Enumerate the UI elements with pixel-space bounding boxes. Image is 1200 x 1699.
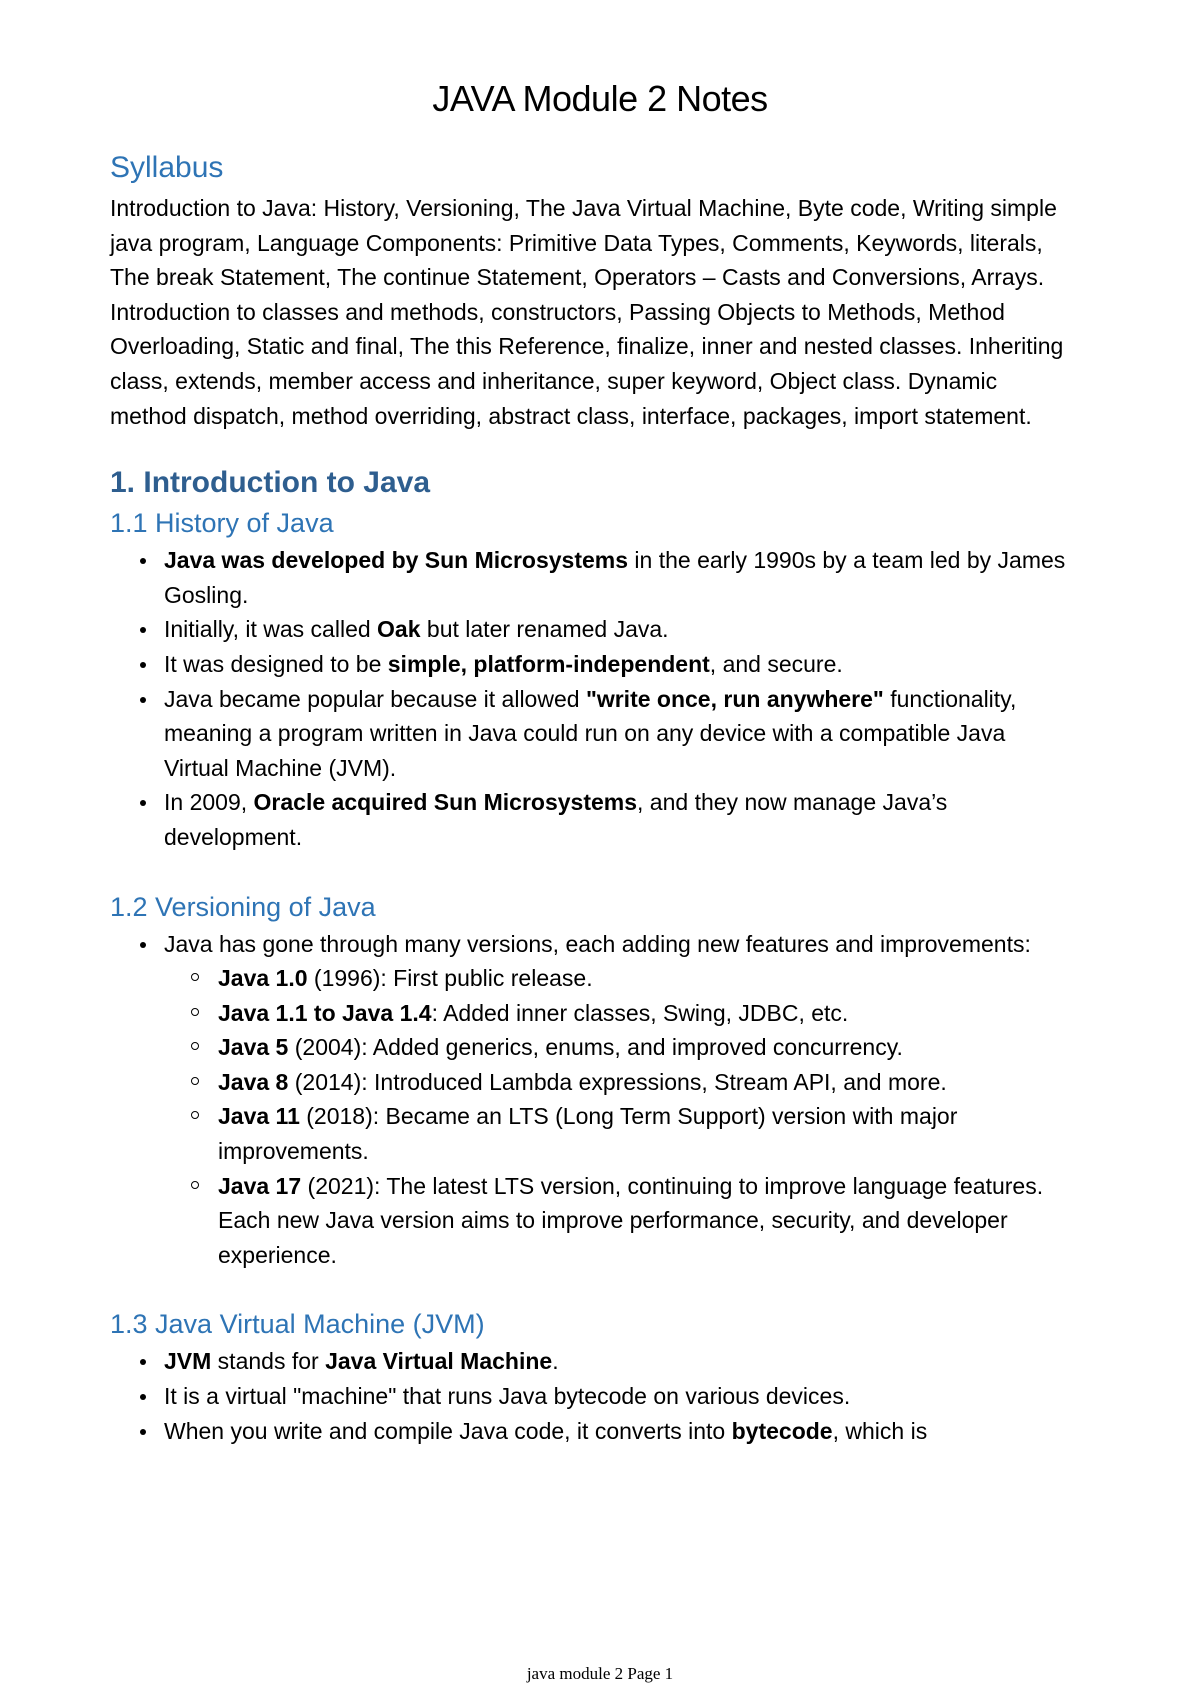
bold-text: Oracle acquired Sun Microsystems xyxy=(253,789,638,816)
item-text: but later renamed Java. xyxy=(420,616,669,643)
item-text: When you write and compile Java code, it converts into xyxy=(164,1417,732,1444)
item-text: (1996): First public release. xyxy=(307,965,593,992)
item-text: (2018): Became an LTS (Long Term Support) version with major improvements. xyxy=(218,1103,958,1165)
page-footer: java module 2 Page 1 xyxy=(526,1664,674,1683)
item-text: , which is xyxy=(832,1417,928,1444)
item-text: in the early 1990s by a team led by James Gosling. xyxy=(164,547,1066,608)
syllabus-heading: Syllabus xyxy=(110,151,224,184)
version-name: Java 5 xyxy=(218,1034,289,1061)
bold-text: Java was developed by Sun Microsystems xyxy=(164,547,629,574)
subsection-heading-jvm: 1.3 Java Virtual Machine (JVM) xyxy=(110,1309,485,1340)
version-item xyxy=(110,1099,1070,1168)
version-name: Java 11 xyxy=(218,1103,300,1130)
section-heading-introduction: 1. Introduction to Java xyxy=(110,466,431,500)
list-item xyxy=(110,682,1070,786)
item-text: (2004): Added generics, enums, and improved concurrency. xyxy=(288,1034,903,1061)
item-text: , and they now manage Java’s development. xyxy=(164,789,948,850)
list-item xyxy=(110,543,1070,612)
list-item xyxy=(110,1344,1070,1379)
version-item xyxy=(110,1169,1070,1204)
subsection-heading-history: 1.1 History of Java xyxy=(110,508,334,539)
version-item xyxy=(110,996,1070,1031)
document-title: JAVA Module 2 Notes xyxy=(432,78,768,119)
version-sublist xyxy=(110,961,1070,1272)
item-text: stands for xyxy=(211,1348,326,1375)
history-list xyxy=(110,543,1070,854)
jvm-list xyxy=(110,1344,1070,1448)
version-item xyxy=(110,1030,1070,1065)
item-text: It was designed to be xyxy=(164,650,388,677)
list-item xyxy=(110,1379,1070,1414)
item-text: Java has gone through many versions, each adding new features and improvements: xyxy=(164,930,1031,957)
version-name: Java 1.0 xyxy=(218,965,308,992)
document-body xyxy=(110,148,1070,1448)
list-item xyxy=(110,1414,1070,1449)
version-item xyxy=(110,961,1070,996)
list-item xyxy=(110,927,1070,962)
list-item xyxy=(110,647,1070,682)
bold-text: Oak xyxy=(377,616,421,643)
bold-text: Java Virtual Machine xyxy=(325,1348,553,1375)
list-item xyxy=(110,785,1070,854)
item-text: Initially, it was called xyxy=(164,616,378,643)
bold-text: JVM xyxy=(164,1348,212,1375)
item-text: In 2009, xyxy=(164,789,254,816)
item-text: Java became popular because it allowed xyxy=(164,685,586,712)
bold-text: bytecode xyxy=(731,1417,833,1444)
bold-text: "write once, run anywhere" xyxy=(585,685,884,712)
version-name: Java 1.1 to Java 1.4 xyxy=(218,999,432,1026)
subsection-heading-versioning: 1.2 Versioning of Java xyxy=(110,891,376,922)
version-name: Java 17 xyxy=(218,1172,302,1199)
item-text: functionality, meaning a program written in Java could run on any device with a compatible Java Virtual Machine (JVM). xyxy=(164,685,1017,781)
bold-text: simple, platform-independent xyxy=(387,650,710,677)
list-item xyxy=(110,612,1070,647)
item-text: It is a virtual "machine" that runs Java bytecode on various devices. xyxy=(164,1383,851,1410)
item-text: (2014): Introduced Lambda expressions, Stream API, and more. xyxy=(288,1068,947,1095)
versioning-closing: Each new Java version aims to improve performance, security, and developer experience. xyxy=(218,1207,1008,1268)
item-text: : Added inner classes, Swing, JDBC, etc. xyxy=(431,999,849,1026)
version-name: Java 8 xyxy=(218,1068,289,1095)
item-text: . xyxy=(552,1348,559,1375)
version-item xyxy=(110,1065,1070,1100)
item-text: (2021): The latest LTS version, continuing to improve language features. xyxy=(301,1172,1044,1199)
syllabus-text: Introduction to Java: History, Versioning, The Java Virtual Machine, Byte code, Writing simple java program, Language Components: Primitive Data Types, Comments, Keywords, literals, The break Statement, The continue Statement, Operators – Casts and Conversions, Arrays. Introduction to classes and methods, constructors, Passing Objects to Methods, Method Overloading, Static and final, The this Reference, finalize, inner and nested classes. Inheriting class, extends, member access and inheritance, super keyword, Object class. Dynamic method dispatch, method overriding, abstract class, interface, packages, import statement. xyxy=(110,195,1064,429)
item-text: , and secure. xyxy=(709,650,843,677)
versioning-list xyxy=(110,927,1070,962)
